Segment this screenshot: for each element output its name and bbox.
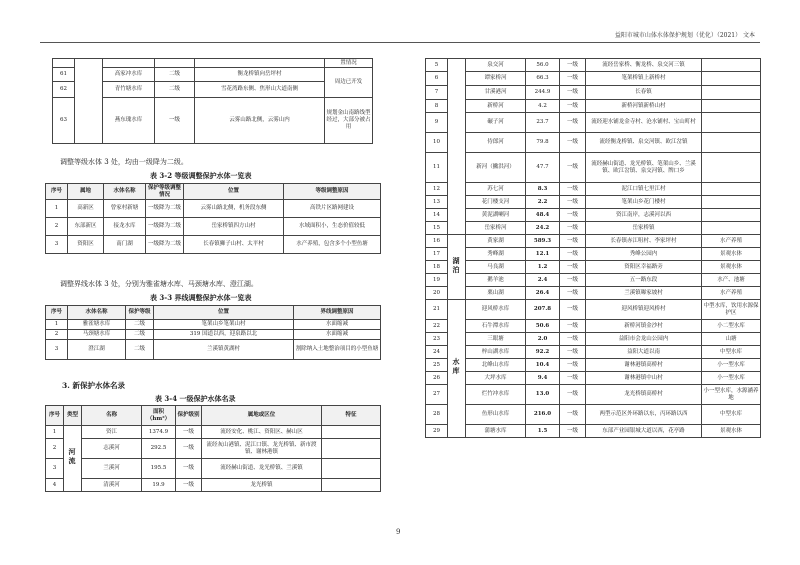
table-row: 21 水库 迎风桥水库 207.8 一级 迎风桥镇迎风桥村 中型水库，饮用水源保护区 [426, 300, 761, 320]
header-rule [40, 42, 760, 43]
table-row: 2 马颈塘水库 二级 319 国道以西，迎泉路以北 水面缩减 [46, 330, 381, 340]
table-row: 3 澄江湖 二级 兰溪镇黄湖村 割除纳入土地整治项目的小型鱼塘 [46, 340, 381, 360]
table-3-4-caption: 表 3-4 一级保护水体名录 [155, 394, 236, 403]
continuation-table [52, 58, 373, 144]
table-row: 6 谭家桥河 66.3 一级 笔架桥镇上新桥村 [426, 72, 761, 86]
table-row: 26 大坪水库 9.4 一级 谢林港镇中山村 小一型水库 [426, 372, 761, 385]
table-row: 12 苏七河 8.3 一级 泥江口镇七里江村 [426, 183, 761, 196]
table-row: 7 甘溪港河 244.9 一级 长春镇 [426, 86, 761, 100]
table-3-2: 序号 属地 水体名称 保护等级调整情况 位置 等级调整原因 1 高新区 曾家村新塘 一级降为二级 云雾山路北侧，机务段东侧 高铁片区路网建设 2 东部新区 接龙水库 一级降为二级 岳家桥镇四方山村 水域面积小，生态价值较低 3 资阳区 南门湖 一级降为二级 长春镇狮子山村、太平村 水产养殖，包含多个小型鱼塘 [45, 183, 381, 254]
table-row: 10 侍郎河 79.8 一级 流经衡龙桥镇、泉交河镇、欧江岔镇 [426, 133, 761, 153]
table-row: 63 燕东瑰水库 一级 云雾山路北侧，云雾山内 规划金山南路线型经过，大部分被占用 [53, 98, 373, 144]
page-header-title: 益阳市城市山体水体保护规划（优化）（2021） 文本 [614, 32, 755, 39]
paragraph-boundary-adjust: 调整界线水体 3 处，分别为雅雀塘水库、马颈塘水库、澄江湖。 [60, 280, 258, 288]
type-river-label: 河流 [68, 448, 77, 466]
table-row: 2 志溪河 292.5 一级 流经灰山港镇、泥江口镇、龙光桥镇、新市渡镇、谢林港镇 [46, 439, 381, 459]
table-3-2-caption: 表 3-2 等级调整保护水体一览表 [150, 171, 252, 180]
table-3-4: 序号 类型 名称 面积（hm²） 保护级别 属地或区位 特征 1 河流 资江 1374.9 一级 流经安化、桃江、资阳区、赫山区 2 志溪河 292.5 一级 流经灰山港镇、泥江口镇、龙光桥镇、新市渡镇、谢林港镇 3 兰溪河 195.5 一级 流经赫山街道、龙光桥镇、兰溪镇 4 清溪河 19.9 一级 龙光桥镇 [45, 405, 381, 492]
page-number: 9 [396, 528, 401, 536]
section-heading: 3. 新保护水体名录 [62, 381, 125, 390]
type-group-label: 湖泊 [452, 256, 461, 275]
table-row: 2 东部新区 接龙水库 一级降为二级 岳家桥镇四方山村 水域面积小，生态价值较低 [46, 218, 381, 236]
table-row: 1 河流 资江 1374.9 一级 流经安化、桃江、资阳区、赫山区 [46, 426, 381, 439]
table-row: 15 岳家桥河 24.2 一级 岳家桥镇 [426, 222, 761, 235]
table-row: 3 资阳区 南门湖 一级降为二级 长春镇狮子山村、太平村 水产养殖，包含多个小型鱼塘 [46, 236, 381, 254]
type-group-label: 水库 [452, 358, 461, 376]
table-row: 28 鱼形山水库 216.0 一级 两型示范区外环路以东，丙环路以西 中型水库 [426, 405, 761, 425]
table-row: 14 黄泥湖喇河 48.4 一级 资江南岸，志溪河以西 [426, 209, 761, 222]
table-row: 5 泉交河 56.0 一级 流经岳家桥、衡龙桥、泉交河三镇 [426, 59, 761, 72]
table-row: 19 鹅羊池 2.4 一级 五一路东段 水产、池塘 [426, 274, 761, 287]
table-row: 17 秀峰湖 12.1 一级 秀峰公园内 景观水体 [426, 248, 761, 261]
table-3-4-continued [425, 58, 761, 438]
table-row: 27 烂竹冲水库 13.0 一级 龙光桥镇高桥村 小一型水库，水源涵养地 [426, 385, 761, 405]
table-row: 16 湖泊 黄家湖 589.3 一级 长春镇赤江咀村、李家坪村 水产养殖 [426, 235, 761, 248]
table-row: 11 新河（撇洪河） 47.7 一级 流经赫山街道、龙光桥镇、笔架山乡、兰溪镇、欧江岔镇、泉交河镇、牌口乡 [426, 153, 761, 183]
paragraph-level-adjust: 调整等级水体 3 处，均由一级降为二级。 [60, 158, 188, 166]
table-row: 3 兰溪河 195.5 一级 流经赫山街道、龙光桥镇、兰溪镇 [46, 459, 381, 479]
table-row: 20 栗山湖 26.4 一级 兰溪镇曝家坡村 水产养殖 [426, 287, 761, 300]
table-row: 18 马良湖 1.2 一级 资阳区幸福路旁 景观水体 [426, 261, 761, 274]
table-row: 23 三眼塘 2.0 一级 益阳市会龙山公园内 山塘 [426, 333, 761, 346]
table-row: 25 北峰山水库 10.4 一级 谢林港镇高桥村 小一型水库 [426, 359, 761, 372]
table-row: 13 花门楼支河 2.2 一级 笔架山乡花门楼村 [426, 196, 761, 209]
table-row: 1 高新区 曾家村新塘 一级降为二级 云雾山路北侧，机务段东侧 高铁片区路网建设 [46, 200, 381, 218]
table-row: 9 碾子河 23.7 一级 流经迎水铺龙金寺村、沧水铺村、宝山町村 [426, 113, 761, 133]
table-row: 62 青竹塘水库 二级 雪花湾路东侧、焦形山大道南侧 [53, 82, 373, 98]
table-row: 29 蒲塘水库 1.5 一级 东部产业园银城大道以西，花亭路 景观水体 [426, 425, 761, 438]
table-row: 4 清溪河 19.9 一级 龙光桥镇 [46, 479, 381, 492]
table-row: 8 新桥河 4.2 一级 新桥河镇新桥山村 [426, 100, 761, 113]
reason-note: 置情况 [325, 59, 373, 68]
table-3-3: 序号 水体名称 保护等级 位置 界线调整原因 1 雅雀塘水库 二级 笔架山乡笔架山村 水面缩减 2 马颈塘水库 二级 319 国道以西，迎泉路以北 水面缩减 3 澄江湖 二级 兰溪镇黄湖村 割除纳入土地整治项目的小型鱼塘 [45, 305, 381, 360]
table-row: 24 梓山湖水库 92.2 一级 益阳大道以南 中型水库 [426, 346, 761, 359]
table-row: 1 雅雀塘水库 二级 笔架山乡笔架山村 水面缩减 [46, 320, 381, 330]
table-3-3-caption: 表 3-3 界线调整保护水体一览表 [150, 293, 252, 302]
table-row: 61 高家冲水库 二级 衡龙桥镇向岳坪村 周边已开发 [53, 68, 373, 82]
table-row: 22 石牛潭水库 50.6 一级 新桥河镇金沙村 小二型水库 [426, 320, 761, 333]
